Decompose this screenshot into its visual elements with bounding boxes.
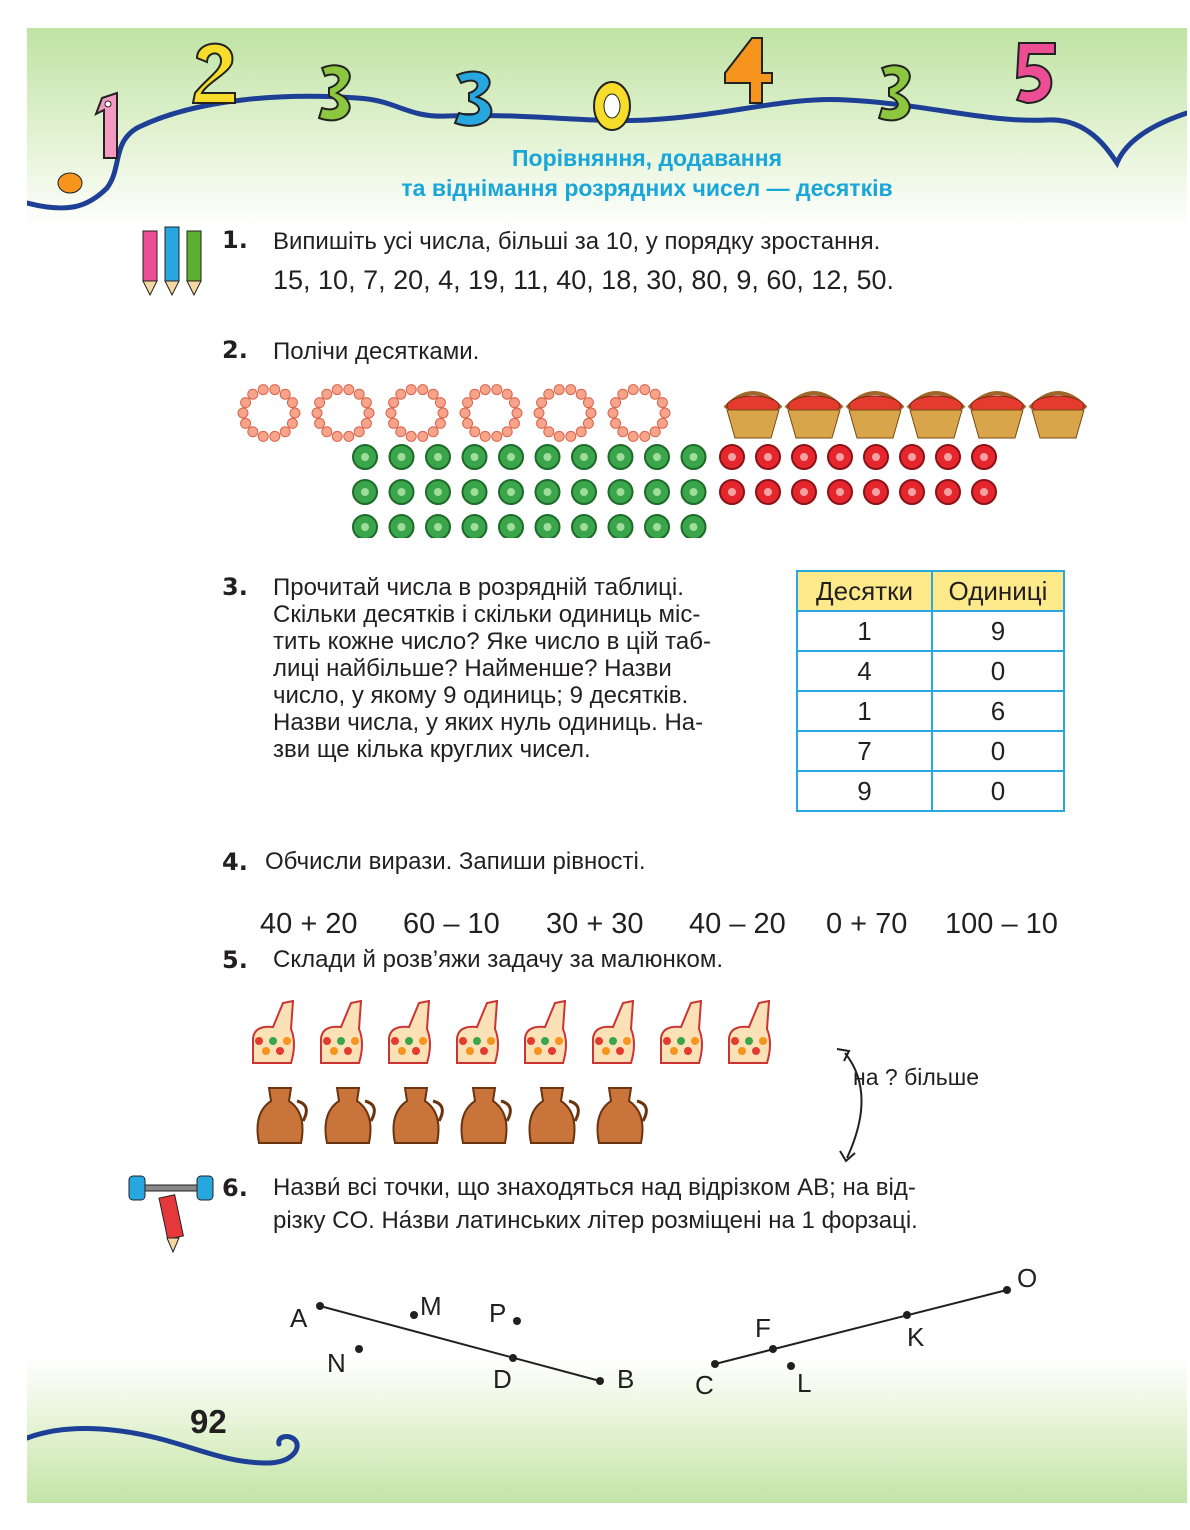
table-header-tens: Десятки <box>797 571 932 611</box>
point-a <box>316 1302 324 1310</box>
exercise-5-text: Склади й розв’яжи задачу за малюнком. <box>273 946 723 973</box>
point-f <box>769 1345 777 1353</box>
exercise-1-numbers: 15, 10, 7, 20, 4, 19, 11, 40, 18, 30, 80, 9, 60, 12, 50. <box>273 265 894 295</box>
label-n: N <box>327 1348 346 1378</box>
segments-diagram <box>27 28 1187 1503</box>
exercise-2-number: 2. <box>222 336 248 364</box>
ex3-line: Скільки десятків і скільки одиниць міс- <box>273 601 701 628</box>
exercise-5-number: 5. <box>222 946 248 974</box>
point-c <box>711 1360 719 1368</box>
exercise-2-text: Полічи десятками. <box>273 338 480 365</box>
label-l: L <box>797 1368 812 1398</box>
label-c: C <box>695 1370 714 1400</box>
exercise-1-number: 1. <box>222 226 248 254</box>
compare-label: на ? більше <box>853 1064 979 1090</box>
ex3-line: тить кожне число? Яке число в цій таб- <box>273 628 711 655</box>
point-k <box>903 1311 911 1319</box>
ex3-line: Прочитай числа в розрядній таблиці. <box>273 574 684 601</box>
label-b: B <box>617 1364 635 1394</box>
label-a: A <box>290 1303 308 1333</box>
exercise-1-text: Випишіть усі числа, більші за 10, у порядку зростання. <box>273 228 881 255</box>
exercise-3-number: 3. <box>222 573 248 601</box>
point-l <box>787 1362 795 1370</box>
table-cell: 0 <box>932 771 1064 811</box>
exercise-4-number: 4. <box>222 848 248 876</box>
segment-ab <box>320 1306 600 1381</box>
table-cell: 0 <box>932 731 1064 771</box>
page-title-line2: та віднімання розрядних чисел — десятків <box>401 175 893 201</box>
ex3-line: число, у якому 9 одиниць; 9 десятків. <box>273 682 689 709</box>
label-o: O <box>1017 1263 1038 1293</box>
point-p <box>513 1317 521 1325</box>
exercise-4-text: Обчисли вирази. Запиши рівності. <box>265 848 646 875</box>
point-o <box>1003 1286 1011 1294</box>
expression: 30 + 30 <box>546 908 644 940</box>
exercise-6-number: 6. <box>222 1174 248 1202</box>
table-cell: 0 <box>932 651 1064 691</box>
table-header-ones: Одиниці <box>932 571 1064 611</box>
textbook-page <box>27 28 1187 1503</box>
ex3-line: Назви числа, у яких нуль одиниць. На- <box>273 709 704 736</box>
table-cell: 9 <box>797 771 932 811</box>
exercise-6-line1: Назви́ всі точки, що знаходяться над відрізком AB; на від- <box>273 1174 916 1201</box>
expression: 60 – 10 <box>403 908 500 940</box>
table-cell: 9 <box>932 611 1064 651</box>
label-m: M <box>420 1291 442 1321</box>
expression: 40 + 20 <box>260 908 358 940</box>
exercise-6-line2: різку CO. На́зви латинських літер розміщені на 1 форзаці. <box>273 1207 918 1234</box>
table-cell: 1 <box>797 611 932 651</box>
page-title-line1: Порівняння, додавання <box>511 145 783 171</box>
table-cell: 6 <box>932 691 1064 731</box>
point-d <box>509 1354 517 1362</box>
point-b <box>596 1377 604 1385</box>
expression: 100 – 10 <box>945 908 1058 940</box>
label-f: F <box>755 1313 771 1343</box>
table-cell: 4 <box>797 651 932 691</box>
point-n <box>355 1345 363 1353</box>
label-k: K <box>907 1322 925 1352</box>
page-number: 92 <box>190 1403 227 1440</box>
point-m <box>410 1311 418 1319</box>
expression: 0 + 70 <box>826 908 908 940</box>
expression: 40 – 20 <box>689 908 786 940</box>
table-cell: 7 <box>797 731 932 771</box>
footer-wave <box>27 1408 327 1478</box>
ex3-line: зви ще кілька круглих чисел. <box>273 736 591 763</box>
table-cell: 1 <box>797 691 932 731</box>
label-d: D <box>493 1364 512 1394</box>
ex3-line: лиці найбільше? Найменше? Назви <box>273 655 672 682</box>
label-p: P <box>489 1298 507 1328</box>
